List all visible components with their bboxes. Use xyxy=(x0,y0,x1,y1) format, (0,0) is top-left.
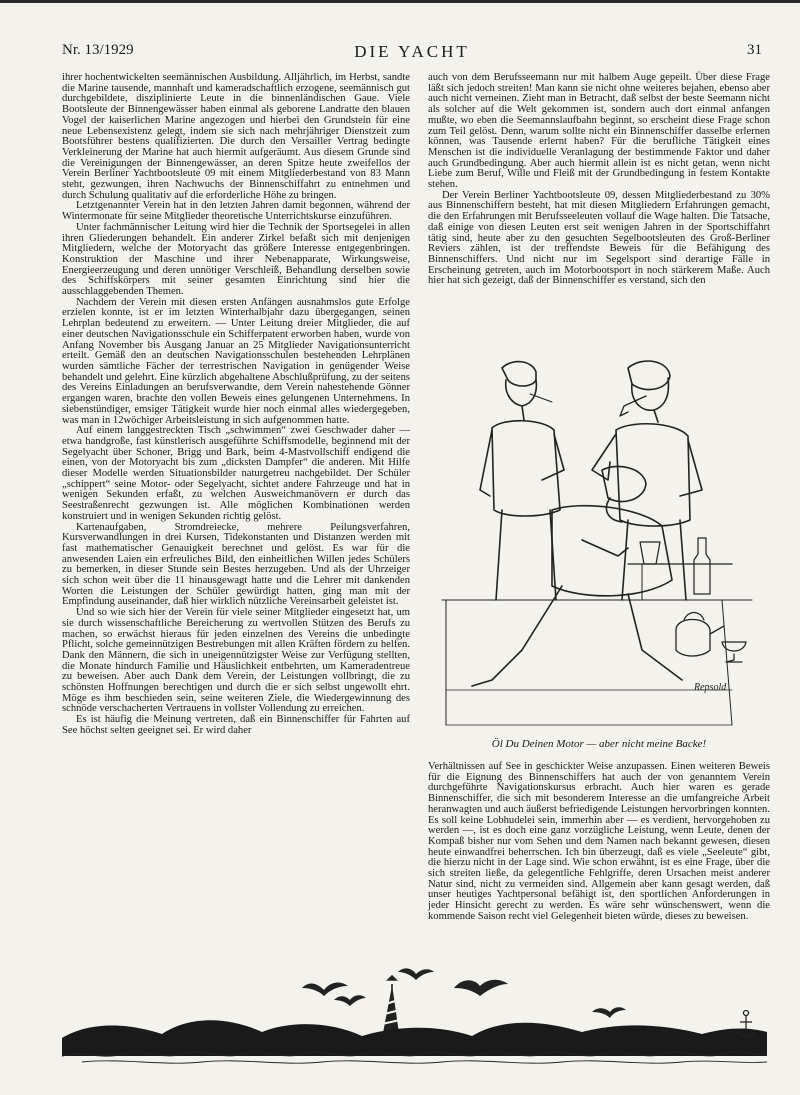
paragraph: Es ist häufig die Meinung vertreten, daß ein Binnenschiffer für Fahrten auf See höchst selten geeignet sei. Er wird daher xyxy=(62,714,410,736)
page-header xyxy=(62,42,762,62)
paragraph: Letztgenannter Verein hat in den letzten Jahren damit begonnen, während der Wintermonate für seine Mitglieder theoretische Unterrichtskurse einzuführen. xyxy=(62,200,410,223)
paragraph: Der Verein Berliner Yachtbootsleute 09, dessen Mitgliederbestand zu 30% aus Binnenschiffern besteht, hat mit diesen Mitgliedern Erfahrungen gemacht, die den Erfahrungen mit Berufsseeleuten vollauf die Wage halten. Die Tatsache, daß einige von diesen Leuten erst seit wenigen Jahren in der Sportschiffahrt tätig sind, heute aber zu den gesuchten Segelbootsleuten des Groß-Berliner Reviers zählen, ist der treffendste Beweis für die Befähigung des Binnenschiffers. Und nicht nur im Segelsport sind derartige Fälle in Erscheinung getreten, auch im Motorbootsport in noch stärkerem Maße. Auch hier hat sich gezeigt, daß der Binnenschiffer es verstand, sich den xyxy=(428,189,770,287)
gull-icon xyxy=(334,995,366,1006)
paragraph: Nachdem der Verein mit diesen ersten Anfängen ausnahmslos gute Erfolge erzielen konnte, ist er im letzten Winterhalbjahr dazu übergegangen, seinen Lehrplan bedeutend zu erweitern. — Unter Leitung dreier Mitglieder, die auf einer deutschen Navigationsschule ein Schifferpatent erworben haben, wurde von Anfang November bis Ausgang Januar an 25 Mitglieder Navigationsunterricht erteilt. Gemäß den an deutschen Navigationsschulen bestehenden Lehrplänen wurden sämtliche Fächer der terrestrischen Navigation in genügender Weise behandelt und gelehrt. Eine kürzlich abgehaltene Abschlußprüfung, zu der seitens des Vereins Einladungen an berufsverwandte, dem Verein nahestehende Gönner ergangen waren, brachte den vollen Beweis eines gelungenen Unternehmens. In siebenstündiger, emsiger Tätigkeit wurde hier noch einmal alles wiedergegeben, was man in 12wöchiger Arbeitsleistung in sich aufgenommen hatte. xyxy=(62,296,410,426)
paragraph: Auf einem langgestreckten Tisch „schwimmen“ zwei Geschwader daher — etwa handgroße, fast künstlerisch ausgeführte Schiffsmodelle, beginnend mit der Segelyacht über Schoner, Brigg und Bark, beim 4-Mastvollschiff endigend die einen, von der Motoryacht bis zum „dicksten Dampfer“ die anderen. Mit Hilfe dieser Modelle werden Situationsbilder naturgetreu nachgebildet. Der Schüler „schippert“ seine Motor- oder Segelyacht, sichtet andere Fahrzeuge und hat in wenigen Sekunden erfaßt, zu welchen Ausweichmanövern er durch das Seestraßenrecht gezwungen ist. Alle möglichen Kombinationen werden konstruiert und in wenigen Sekunden richtig gelöst. xyxy=(62,425,410,522)
gull-icon xyxy=(592,1007,626,1018)
right-column-bottom xyxy=(428,762,770,923)
paragraph: Verhältnissen auf See in geschickter Weise anzupassen. Einen weiteren Beweis für die Eignung des Binnenschiffers hat auch der von genanntem Verein durchgeführte Navigationskursus erbracht. Auch hier waren es gerade Binnenschiffer, die sich mit besonderem Interesse an die umfangreiche Arbeit heranwagten und auch äußerst befriedigende Leistungen hervorbringen konnten. Es soll keine Lobhudelei sein, immerhin aber — es verdient, hervorgehoben zu werden —, ist es doch eine ganz vorzügliche Leistung, wenn Leute, denen der Kompaß bisher nur vom Sehen und dem Namen nach bekannt gewesen, diesen heute einwandfrei beherrschen. Ich bin überzeugt, daß es viele „Seeleute“ gibt, die hierzu nicht in der Lage sind. Wie schon erwähnt, ist es eine Frage, über die sich streiten ließe, da gelegentliche Fehlgriffe, deren Ursachen meist anderer Natur sind, nicht zu vermeiden sind. Allgemein aber kann gesagt werden, daß unser heutiges Yachtpersonal befähigt ist, den sportlichen Anforderungen in jeder Hinsicht gerecht zu werden. Es wäre sehr wünschenswert, wenn die kommende Saison recht viel Gelegenheit bieten würde, dieses zu beweisen. xyxy=(428,761,770,922)
top-rule xyxy=(0,0,800,3)
paragraph: Unter fachmännischer Leitung wird hier die Technik der Sportsegelei in allen ihren Gliederungen behandelt. Ein anderer Zirkel befaßt sich mit denjenigen Mitgliedern, welche der Motoryacht das größere Interesse entgegenbringen. Konstruktion der Maschine und ihrer Nebenapparate, Wirkungsweise, Energieerzeugung und deren unnötiger Verschleiß, Behandlung derselben sowie des Schiffskörpers mit seiner gesamten Einrichtung sind hier die ausschlaggebenden Themen. xyxy=(62,221,410,298)
issue-number: Nr. 13/1929 xyxy=(62,42,134,58)
paragraph: Und so wie sich hier der Verein für viele seiner Mitglieder eingesetzt hat, um sie durch wissenschaftliche Bereicherung zu wertvollen Stützen des Berufs zu machen, so erwächst hieraus für jeden einzelnen des Vereins die unbedingte Pflicht, solche gemeinnützigen Bestrebungen mit allen Kräften fördern zu helfen. Dank den Männern, die sich in uneigennützigster Weise zur Verfügung stellten, die Monate hindurch Familie und Häuslichkeit entbehrten, um Kameradentreue zu beweisen. Aber auch Dank dem Verein, der Leistungen vollbringt, die zu schönsten Hoffnungen berechtigen und durch die er sich selbst ungewollt ehrt. Möge es ihm beschieden sein, seine weiteren Ziele, die Wiedergewinnung des schnöde verschacherten Vertrauens in vollster Vollendung zu erreichen. xyxy=(62,607,410,715)
seascape-vignette xyxy=(62,960,767,1070)
paragraph: auch von dem Berufsseemann nur mit halbem Auge gepeilt. Über diese Frage läßt sich jedoch streiten! Man kann sie nicht ohne weiteres bejahen, ebenso aber auch nicht verneinen. Zieht man in Betracht, daß selbst der beste Seemann nicht als solcher auf die Welt gekommen ist, sondern auch dort einmal anfangen mußte, wo eben die Seemannslaufbahn beginnt, so erscheint diese Frage schon zum Teil gelöst. Denn, warum sollte nicht ein Binnenschiffer dasselbe erlernen können, was Tausende erlernt haben? Für die berufliche Tätigkeit eines Menschen ist die individuelle Veranlagung der bestimmende Faktor und daher auch Grundbedingung. Aber auch hiermit allein ist es nicht getan, wenn nicht Liebe zum Beruf, Wille und Fleiß mit der Grundbedingung in festem Kontakte stehen. xyxy=(428,72,770,191)
page-number: 31 xyxy=(747,42,762,58)
left-column xyxy=(62,73,410,737)
paragraph: ihrer hochentwickelten seemännischen Ausbildung. Alljährlich, im Herbst, sandte die Marine tausende, mannhaft und kameradschaftlich erzogene, seemännisch gut durchgebildete, disziplinierte Leute in die binnenländischen Gaue. Viele Bootsleute der Binnengewässer haben einmal als geborene Landratte den blauen Vogel der kaiserlichen Marine angezogen und hierbei den Grundstein für eine neue Lebensexistenz gelegt, indem sie sich nach mehrjähriger Dienstzeit zum Bootsführer bestens qualifizierten. Die durch den Versailler Vertrag bedingte Verkleinerung der Marine hat auch hiermit aufgeräumt. Aus diesem Grunde sind die Vereinigungen der Binnengewässer, an deren Spitze heute zweifellos der Verein Berliner Yachtbootsleute 09 mit einem Mitgliederbestand von 83 Mann steht, gezwungen, ihren Nachwuchs der Binnenschiffahrt zu entnehmen und durch Schulung qualitativ auf die erforderliche Höhe zu bringen. xyxy=(62,72,410,201)
cartoon-illustration xyxy=(432,350,764,735)
magazine-title: DIE YACHT xyxy=(354,42,470,61)
paragraph: Kartenaufgaben, Stromdreiecke, mehrere Peilungsverfahren, Kursverwandlungen in drei Kursen, Tidekonstanten und Distanzen werden mit fast mathematischer Genauigkeit berechnet und gelöst. Es war für die anwesenden Laien ein erfreuliches Bild, den einheitlichen Willen jedes Schülers zu bemerken, in dieser Stunde sein Bestes herzugeben. Und als der Uhrzeiger sich schon weit über die 11 hinausgewagt hatte und die Lehrer mit dankenden Worten die Leistungen der Schüler gewürdigt hatten, ging man mit der Empfindung auseinander, daß hier wirklich nützliche Vereinsarbeit geleistet ist. xyxy=(62,521,410,608)
gull-icon xyxy=(454,980,508,996)
artist-signature: Repsold xyxy=(694,682,727,693)
gull-icon xyxy=(302,983,348,996)
right-column-top xyxy=(428,73,770,287)
gull-icon xyxy=(398,968,434,980)
illustration-caption: Öl Du Deinen Motor — aber nicht meine Backe! xyxy=(491,738,707,750)
buoy-icon xyxy=(382,976,400,1032)
